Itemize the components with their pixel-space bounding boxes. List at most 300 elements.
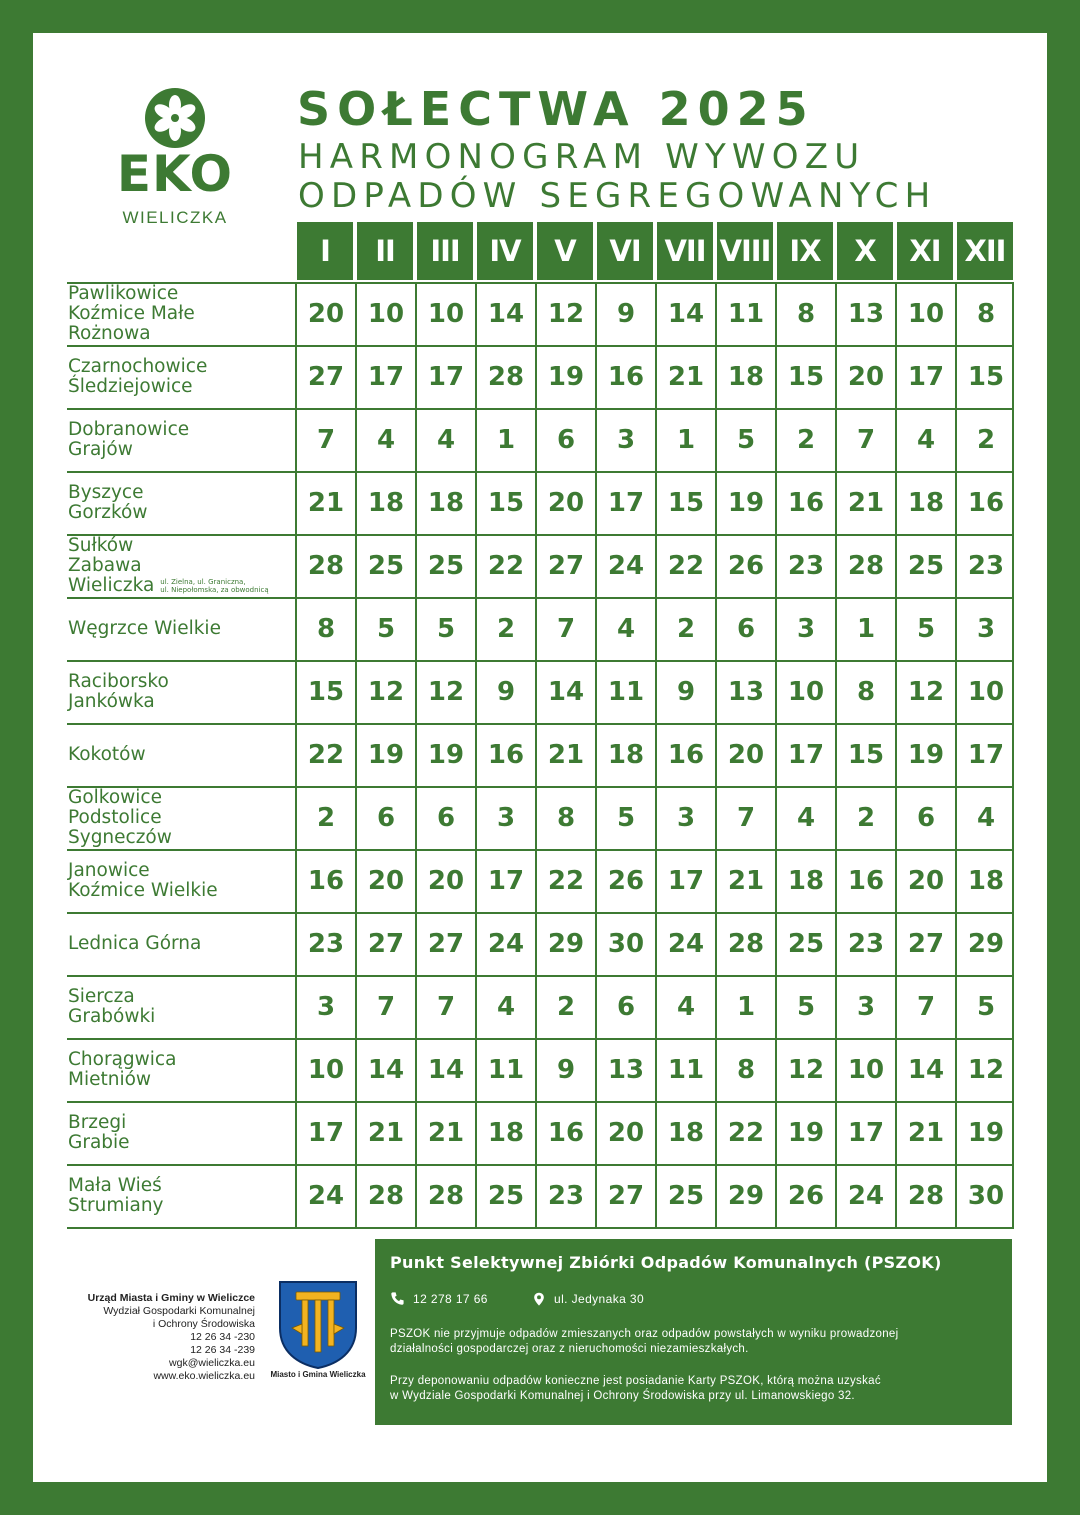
place-name <box>68 304 293 324</box>
pickup-date-cell: 11 <box>607 676 645 707</box>
pickup-date-cell: 25 <box>487 1180 525 1211</box>
place-name-text: Sułków <box>68 534 134 556</box>
office-name: Urząd Miasta i Gminy w Wieliczce <box>87 1292 255 1304</box>
pickup-date-cell: 12 <box>427 676 465 707</box>
place-name <box>68 934 293 954</box>
place-name <box>68 1070 293 1090</box>
pickup-date-cell: 2 <box>316 802 336 833</box>
month-header: VI <box>597 222 653 280</box>
pickup-date-cell: 30 <box>607 928 645 959</box>
crest-caption: Miasto i Gmina Wieliczka <box>270 1370 366 1379</box>
place-name-text: Rożnowa <box>68 322 151 344</box>
pickup-date-cell: 24 <box>487 928 525 959</box>
pickup-date-cell: 18 <box>727 361 765 392</box>
pickup-date-cell: 14 <box>547 676 585 707</box>
location-pin-icon <box>532 1291 546 1307</box>
pickup-date-cell: 3 <box>676 802 696 833</box>
month-header: III <box>417 222 473 280</box>
month-header: VII <box>657 222 713 280</box>
pickup-date-cell: 19 <box>907 739 945 770</box>
pickup-date-cell: 16 <box>967 487 1005 518</box>
pickup-date-cell: 23 <box>967 550 1005 581</box>
pickup-date-cell: 15 <box>967 361 1005 392</box>
pickup-date-cell: 7 <box>436 991 456 1022</box>
pickup-date-cell: 4 <box>796 802 816 833</box>
pickup-date-cell: 22 <box>487 550 525 581</box>
pickup-date-cell: 15 <box>787 361 825 392</box>
pickup-date-cell: 6 <box>436 802 456 833</box>
pickup-date-cell: 20 <box>907 865 945 896</box>
place-name-text: Chorągwica <box>68 1048 177 1070</box>
place-name-text: Jankówka <box>68 690 155 712</box>
month-header: XI <box>897 222 953 280</box>
pickup-date-cell: 24 <box>667 928 705 959</box>
pszok-paragraph-1 <box>390 1327 1000 1357</box>
pickup-date-cell: 21 <box>847 487 885 518</box>
place-name <box>68 788 293 808</box>
pickup-date-cell: 22 <box>667 550 705 581</box>
pickup-date-cell: 17 <box>967 739 1005 770</box>
place-name <box>68 1113 293 1133</box>
pickup-date-cell: 20 <box>367 865 405 896</box>
place-name-text: Grabówki <box>68 1005 156 1027</box>
pickup-date-cell: 12 <box>367 676 405 707</box>
month-header: X <box>837 222 893 280</box>
pickup-date-cell: 28 <box>427 1180 465 1211</box>
place-names <box>68 1164 293 1227</box>
pickup-date-cell: 11 <box>667 1054 705 1085</box>
pickup-date-cell: 4 <box>496 991 516 1022</box>
pszok-p1-line-1: PSZOK nie przyjmuje odpadów zmieszanych oraz odpadów powstałych w wyniku prowadzonej <box>390 1328 899 1340</box>
pszok-info-box <box>375 1239 1012 1425</box>
pickup-date-cell: 10 <box>367 298 405 329</box>
office-dept-2: i Ochrony Środowiska <box>152 1318 255 1330</box>
place-name <box>68 745 293 765</box>
pickup-date-cell: 3 <box>796 613 816 644</box>
pickup-date-cell: 7 <box>856 424 876 455</box>
pickup-date-cell: 30 <box>967 1180 1005 1211</box>
pickup-date-cell: 19 <box>727 487 765 518</box>
pickup-date-cell: 18 <box>967 865 1005 896</box>
pickup-date-cell: 7 <box>376 991 396 1022</box>
pszok-title: Punkt Selektywnej Zbiórki Odpadów Komunalnych (PSZOK) <box>390 1253 942 1272</box>
pickup-date-cell: 20 <box>547 487 585 518</box>
pickup-date-cell: 23 <box>307 928 345 959</box>
pszok-address-text: ul. Jedynaka 30 <box>554 1292 645 1306</box>
pickup-date-cell: 3 <box>316 991 336 1022</box>
pickup-date-cell: 4 <box>616 613 636 644</box>
place-name-text: Koźmice Wielkie <box>68 879 218 901</box>
pickup-date-cell: 29 <box>967 928 1005 959</box>
pickup-date-cell: 21 <box>427 1117 465 1148</box>
place-name-text: Sygneczów <box>68 826 172 848</box>
pickup-date-cell: 24 <box>607 550 645 581</box>
pickup-date-cell: 27 <box>607 1180 645 1211</box>
pickup-date-cell: 27 <box>367 928 405 959</box>
month-header: IV <box>477 222 533 280</box>
place-names <box>68 282 293 345</box>
subtitle-line-1: HARMONOGRAM WYWOZU <box>298 137 866 177</box>
place-names <box>68 345 293 408</box>
pickup-date-cell: 23 <box>547 1180 585 1211</box>
pickup-date-cell: 23 <box>847 928 885 959</box>
pickup-date-cell: 1 <box>856 613 876 644</box>
page-title: SOŁECTWA 2025 <box>297 82 815 136</box>
place-name-text: Zabawa <box>68 554 142 576</box>
pickup-date-cell: 4 <box>436 424 456 455</box>
pickup-date-cell: 16 <box>307 865 345 896</box>
pickup-date-cell: 6 <box>376 802 396 833</box>
pickup-date-cell: 25 <box>907 550 945 581</box>
pickup-date-cell: 2 <box>796 424 816 455</box>
place-name <box>68 1007 293 1027</box>
pickup-date-cell: 16 <box>667 739 705 770</box>
pickup-date-cell: 20 <box>727 739 765 770</box>
pickup-date-cell: 9 <box>676 676 696 707</box>
place-name <box>68 861 293 881</box>
office-website[interactable]: www.eko.wieliczka.eu <box>153 1370 255 1382</box>
pickup-date-cell: 19 <box>547 361 585 392</box>
pszok-p2-line-2: w Wydziale Gospodarki Komunalnej i Ochrony Środowiska przy ul. Limanowskiego 32. <box>390 1390 855 1402</box>
pickup-date-cell: 20 <box>607 1117 645 1148</box>
pickup-date-cell: 10 <box>427 298 465 329</box>
place-name <box>68 536 293 556</box>
place-name <box>68 284 293 304</box>
pickup-date-cell: 17 <box>667 865 705 896</box>
pickup-date-cell: 15 <box>667 487 705 518</box>
place-names <box>68 786 293 849</box>
place-name-text: Czarnochowice <box>68 355 208 377</box>
place-name-text: Brzegi <box>68 1111 127 1133</box>
pickup-date-cell: 15 <box>847 739 885 770</box>
place-name-text: Grabie <box>68 1131 130 1153</box>
pickup-date-cell: 18 <box>787 865 825 896</box>
pickup-date-cell: 14 <box>667 298 705 329</box>
place-names <box>68 975 293 1038</box>
place-names <box>68 849 293 912</box>
place-name <box>68 420 293 440</box>
place-name <box>68 987 293 1007</box>
pickup-date-cell: 18 <box>487 1117 525 1148</box>
place-names <box>68 471 293 534</box>
pickup-date-cell: 10 <box>787 676 825 707</box>
place-name <box>68 324 293 344</box>
pickup-date-cell: 7 <box>316 424 336 455</box>
pickup-date-cell: 26 <box>727 550 765 581</box>
pickup-date-cell: 14 <box>367 1054 405 1085</box>
place-name <box>68 672 293 692</box>
pickup-date-cell: 12 <box>787 1054 825 1085</box>
place-name <box>68 828 293 848</box>
pszok-address[interactable] <box>532 1291 644 1307</box>
place-name-text: Raciborsko <box>68 670 169 692</box>
place-name <box>68 440 293 460</box>
pickup-date-cell: 26 <box>787 1180 825 1211</box>
pickup-date-cell: 25 <box>667 1180 705 1211</box>
pickup-date-cell: 2 <box>856 802 876 833</box>
pickup-date-cell: 1 <box>736 991 756 1022</box>
place-name <box>68 1176 293 1196</box>
pickup-date-cell: 2 <box>676 613 696 644</box>
pickup-date-cell: 22 <box>727 1117 765 1148</box>
pickup-date-cell: 16 <box>787 487 825 518</box>
pickup-date-cell: 29 <box>547 928 585 959</box>
pickup-date-cell: 19 <box>427 739 465 770</box>
pickup-date-cell: 5 <box>796 991 816 1022</box>
street-note-line: ul. Zielna, ul. Graniczna, <box>160 577 246 586</box>
pickup-date-cell: 12 <box>907 676 945 707</box>
pickup-date-cell: 5 <box>976 991 996 1022</box>
pickup-date-cell: 5 <box>736 424 756 455</box>
place-name-text: Golkowice <box>68 786 162 808</box>
place-names <box>68 912 293 975</box>
pickup-date-cell: 2 <box>496 613 516 644</box>
pickup-date-cell: 17 <box>907 361 945 392</box>
place-name <box>68 1050 293 1070</box>
pickup-date-cell: 17 <box>847 1117 885 1148</box>
place-name-text: Wieliczka <box>68 574 155 596</box>
pickup-date-cell: 27 <box>547 550 585 581</box>
pickup-date-cell: 18 <box>367 487 405 518</box>
subtitle-line-2: ODPADÓW SEGREGOWANYCH <box>298 176 937 216</box>
pickup-date-cell: 11 <box>487 1054 525 1085</box>
pickup-date-cell: 19 <box>967 1117 1005 1148</box>
place-name <box>68 881 293 901</box>
pickup-date-cell: 8 <box>796 298 816 329</box>
month-header: V <box>537 222 593 280</box>
pickup-date-cell: 25 <box>787 928 825 959</box>
pickup-date-cell: 22 <box>307 739 345 770</box>
pickup-date-cell: 14 <box>427 1054 465 1085</box>
pickup-date-cell: 8 <box>976 298 996 329</box>
pickup-date-cell: 10 <box>847 1054 885 1085</box>
pickup-date-cell: 19 <box>787 1117 825 1148</box>
pickup-date-cell: 10 <box>307 1054 345 1085</box>
pickup-date-cell: 17 <box>307 1117 345 1148</box>
pickup-date-cell: 28 <box>367 1180 405 1211</box>
pickup-date-cell: 24 <box>307 1180 345 1211</box>
pszok-paragraph-2 <box>390 1374 1000 1404</box>
place-name <box>68 1133 293 1153</box>
pickup-date-cell: 12 <box>967 1054 1005 1085</box>
place-names <box>68 723 293 786</box>
pickup-date-cell: 15 <box>307 676 345 707</box>
place-names <box>68 408 293 471</box>
place-names <box>68 1101 293 1164</box>
logo-subtitle: WIELICZKA <box>122 208 228 227</box>
pickup-date-cell: 8 <box>736 1054 756 1085</box>
pickup-date-cell: 17 <box>367 361 405 392</box>
place-names <box>68 1038 293 1101</box>
pickup-date-cell: 21 <box>547 739 585 770</box>
place-name-text: Węgrzce Wielkie <box>68 617 221 639</box>
pickup-date-cell: 5 <box>436 613 456 644</box>
pickup-date-cell: 21 <box>727 865 765 896</box>
pickup-date-cell: 3 <box>856 991 876 1022</box>
pickup-date-cell: 28 <box>727 928 765 959</box>
place-name-text: Janowice <box>68 859 150 881</box>
pickup-date-cell: 7 <box>736 802 756 833</box>
place-name <box>68 556 293 576</box>
pickup-date-cell: 20 <box>427 865 465 896</box>
place-name-text: Strumiany <box>68 1194 164 1216</box>
office-email[interactable]: wgk@wieliczka.eu <box>169 1357 255 1369</box>
pickup-date-cell: 1 <box>676 424 696 455</box>
pickup-date-cell: 16 <box>487 739 525 770</box>
pszok-phone[interactable] <box>390 1291 488 1306</box>
pickup-date-cell: 5 <box>916 613 936 644</box>
pickup-date-cell: 28 <box>307 550 345 581</box>
pickup-date-cell: 17 <box>487 865 525 896</box>
month-header: I <box>297 222 353 280</box>
place-name-text: Mała Wieś <box>68 1174 162 1196</box>
pickup-date-cell: 8 <box>856 676 876 707</box>
place-name-text: Podstolice <box>68 806 162 828</box>
place-name <box>68 503 293 523</box>
pickup-date-cell: 14 <box>487 298 525 329</box>
pickup-date-cell: 16 <box>607 361 645 392</box>
phone-icon <box>390 1291 405 1306</box>
pickup-date-cell: 21 <box>307 487 345 518</box>
pickup-date-cell: 23 <box>787 550 825 581</box>
pickup-date-cell: 16 <box>547 1117 585 1148</box>
pickup-date-cell: 14 <box>907 1054 945 1085</box>
pickup-date-cell: 3 <box>976 613 996 644</box>
pickup-date-cell: 18 <box>607 739 645 770</box>
street-note <box>160 578 268 594</box>
pickup-date-cell: 18 <box>667 1117 705 1148</box>
pickup-date-cell: 9 <box>616 298 636 329</box>
place-name <box>68 692 293 712</box>
pickup-date-cell: 7 <box>916 991 936 1022</box>
pickup-date-cell: 6 <box>916 802 936 833</box>
pickup-date-cell: 1 <box>496 424 516 455</box>
pickup-date-cell: 5 <box>376 613 396 644</box>
place-name-text: Byszyce <box>68 481 144 503</box>
pickup-date-cell: 9 <box>496 676 516 707</box>
coat-of-arms <box>272 1280 364 1385</box>
pickup-date-cell: 4 <box>976 802 996 833</box>
place-name-text: Grajów <box>68 438 133 460</box>
street-note-line: ul. Niepołomska, za obwodnicą <box>160 585 269 594</box>
pickup-date-cell: 21 <box>667 361 705 392</box>
office-info <box>60 1292 255 1383</box>
pickup-date-cell: 24 <box>847 1180 885 1211</box>
pickup-date-cell: 8 <box>556 802 576 833</box>
office-dept-1: Wydział Gospodarki Komunalnej <box>103 1305 255 1317</box>
pickup-date-cell: 13 <box>727 676 765 707</box>
pickup-date-cell: 11 <box>727 298 765 329</box>
pickup-date-cell: 3 <box>616 424 636 455</box>
place-name-text: Śledziejowice <box>68 375 193 397</box>
pszok-p2-line-1: Przy deponowaniu odpadów konieczne jest posiadanie Karty PSZOK, którą można uzyskać <box>390 1375 881 1387</box>
pickup-date-cell: 6 <box>616 991 636 1022</box>
pickup-date-cell: 27 <box>907 928 945 959</box>
place-name-text: Dobranowice <box>68 418 190 440</box>
place-name <box>68 357 293 377</box>
pickup-date-cell: 12 <box>547 298 585 329</box>
pickup-date-cell: 28 <box>907 1180 945 1211</box>
pickup-date-cell: 4 <box>376 424 396 455</box>
place-name-text: Lednica Górna <box>68 932 202 954</box>
pickup-date-cell: 7 <box>556 613 576 644</box>
month-header: VIII <box>717 222 773 280</box>
pickup-date-cell: 17 <box>607 487 645 518</box>
pickup-date-cell: 22 <box>547 865 585 896</box>
place-name <box>68 1196 293 1216</box>
pickup-date-cell: 20 <box>847 361 885 392</box>
pickup-date-cell: 16 <box>847 865 885 896</box>
office-phone-1: 12 26 34 -230 <box>190 1331 255 1343</box>
pickup-date-cell: 2 <box>556 991 576 1022</box>
pickup-date-cell: 4 <box>676 991 696 1022</box>
pickup-date-cell: 17 <box>787 739 825 770</box>
pickup-date-cell: 17 <box>427 361 465 392</box>
pickup-date-cell: 13 <box>607 1054 645 1085</box>
pickup-date-cell: 10 <box>907 298 945 329</box>
pickup-date-cell: 5 <box>616 802 636 833</box>
pickup-date-cell: 26 <box>607 865 645 896</box>
place-name <box>68 377 293 397</box>
pickup-date-cell: 21 <box>367 1117 405 1148</box>
pickup-date-cell: 20 <box>307 298 345 329</box>
place-name <box>68 619 293 639</box>
place-names <box>68 597 293 660</box>
pickup-date-cell: 4 <box>916 424 936 455</box>
place-names <box>68 534 293 597</box>
pickup-date-cell: 29 <box>727 1180 765 1211</box>
place-name-text: Siercza <box>68 985 135 1007</box>
pickup-date-cell: 25 <box>427 550 465 581</box>
pickup-date-cell: 3 <box>496 802 516 833</box>
place-name-text: Koźmice Małe <box>68 302 195 324</box>
pickup-date-cell: 2 <box>976 424 996 455</box>
place-names <box>68 660 293 723</box>
pickup-date-cell: 9 <box>556 1054 576 1085</box>
place-name-text: Kokotów <box>68 743 146 765</box>
place-name-text: Gorzków <box>68 501 148 523</box>
month-header: II <box>357 222 413 280</box>
pickup-date-cell: 28 <box>487 361 525 392</box>
pszok-p1-line-2: działalności gospodarczej oraz z nieruchomości niezamieszkałych. <box>390 1343 749 1355</box>
pickup-date-cell: 28 <box>847 550 885 581</box>
month-header: XII <box>957 222 1013 280</box>
pickup-date-cell: 27 <box>427 928 465 959</box>
pickup-date-cell: 18 <box>427 487 465 518</box>
place-name-text: Pawlikowice <box>68 282 179 304</box>
pickup-date-cell: 6 <box>736 613 756 644</box>
place-name <box>68 808 293 828</box>
pickup-date-cell: 21 <box>907 1117 945 1148</box>
month-header: IX <box>777 222 833 280</box>
coat-of-arms-icon <box>278 1280 358 1370</box>
pickup-date-cell: 13 <box>847 298 885 329</box>
grid-hline <box>67 1227 1014 1229</box>
place-name-text: Mietniów <box>68 1068 152 1090</box>
pickup-date-cell: 18 <box>907 487 945 518</box>
logo-word: EKO <box>116 145 234 203</box>
pickup-date-cell: 6 <box>556 424 576 455</box>
pszok-phone-number: 12 278 17 66 <box>413 1291 488 1306</box>
place-name <box>68 483 293 503</box>
pickup-date-cell: 15 <box>487 487 525 518</box>
pickup-date-cell: 27 <box>307 361 345 392</box>
pickup-date-cell: 25 <box>367 550 405 581</box>
pickup-date-cell: 10 <box>967 676 1005 707</box>
office-phone-2: 12 26 34 -239 <box>190 1344 255 1356</box>
pickup-date-cell: 19 <box>367 739 405 770</box>
pickup-date-cell: 8 <box>316 613 336 644</box>
